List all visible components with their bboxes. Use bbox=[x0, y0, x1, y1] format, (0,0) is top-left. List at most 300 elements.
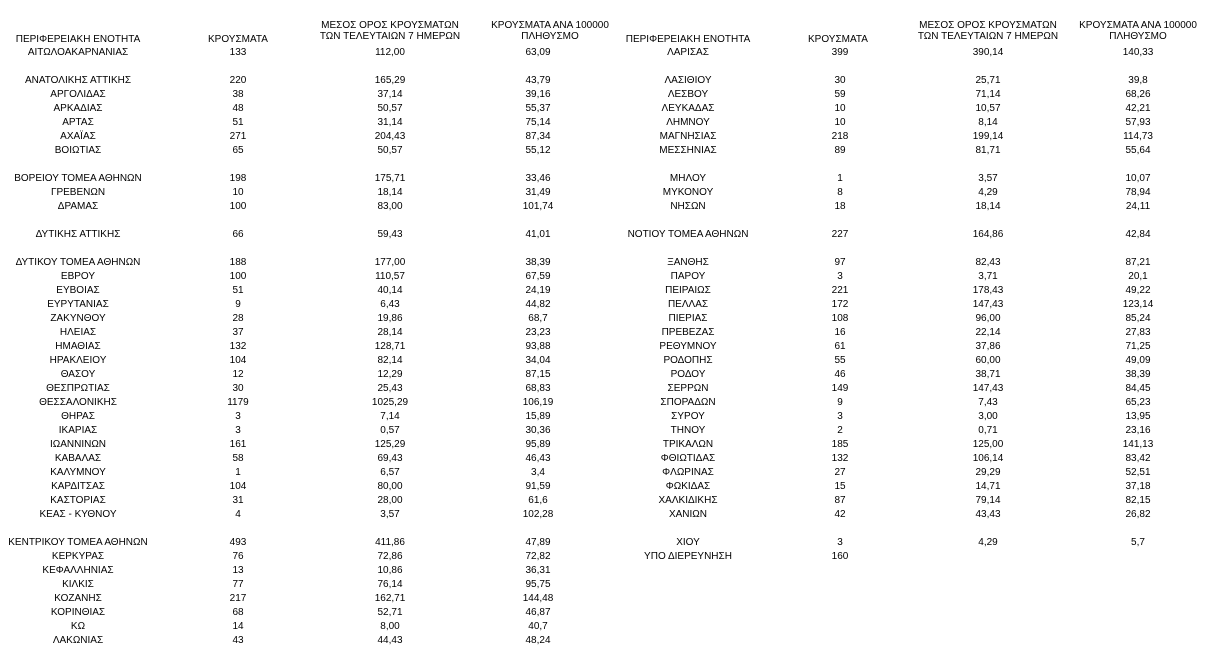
avg7-cell: 82,14 bbox=[377, 355, 403, 366]
region-cell: ΤΡΙΚΑΛΩΝ bbox=[662, 439, 714, 450]
region-cell: ΔΥΤΙΚΟΥ ΤΟΜΕΑ ΑΘΗΝΩΝ bbox=[15, 257, 141, 268]
table-row bbox=[0, 88, 1210, 102]
per100k-cell: 68,83 bbox=[525, 383, 551, 394]
table-row bbox=[0, 396, 1210, 410]
region-cell: ΠΑΡΟΥ bbox=[670, 271, 706, 282]
region-cell: ΙΩΑΝΝΙΝΩΝ bbox=[49, 439, 107, 450]
avg7-cell: 204,43 bbox=[374, 131, 406, 142]
cases-cell: 198 bbox=[229, 173, 247, 184]
avg7-cell: 18,14 bbox=[975, 201, 1001, 212]
region-cell: ΑΡΤΑΣ bbox=[62, 117, 94, 128]
avg7-cell: 175,71 bbox=[374, 173, 406, 184]
region-cell: ΑΡΚΑΔΙΑΣ bbox=[53, 103, 103, 114]
avg7-cell: 110,57 bbox=[375, 271, 405, 282]
region-cell: ΛΕΥΚΑΔΑΣ bbox=[661, 103, 715, 114]
table-row bbox=[0, 578, 1210, 592]
per100k-cell: 63,09 bbox=[525, 47, 551, 58]
cases-cell: 149 bbox=[831, 383, 849, 394]
table-row bbox=[0, 438, 1210, 452]
region-cell: ΚΑΒΑΛΑΣ bbox=[54, 453, 102, 464]
avg7-cell: 106,14 bbox=[972, 453, 1004, 464]
cases-cell: 3 bbox=[837, 271, 843, 282]
table-row bbox=[0, 480, 1210, 494]
avg7-cell: 7,14 bbox=[380, 411, 400, 422]
avg7-cell: 3,71 bbox=[978, 271, 998, 282]
avg7-cell: 82,43 bbox=[975, 257, 1001, 268]
avg7-cell: 81,71 bbox=[975, 145, 1001, 156]
cases-cell: 399 bbox=[831, 47, 849, 58]
region-cell: ΝΟΤΙΟΥ ΤΟΜΕΑ ΑΘΗΝΩΝ bbox=[627, 229, 749, 240]
avg7-cell: 164,86 bbox=[972, 229, 1004, 240]
per100k-cell: 101,74 bbox=[522, 201, 554, 212]
avg7-cell: 10,86 bbox=[377, 565, 403, 576]
avg7-cell: 8,00 bbox=[380, 621, 400, 632]
per100k-cell: 37,18 bbox=[1125, 481, 1151, 492]
cases-cell: 10 bbox=[834, 117, 846, 128]
per100k-cell: 3,4 bbox=[531, 467, 545, 478]
per100k-cell: 38,39 bbox=[525, 257, 551, 268]
region-cell: ΡΟΔΟΥ bbox=[670, 369, 706, 380]
avg7-cell: 10,57 bbox=[975, 103, 1001, 114]
cases-cell: 188 bbox=[229, 257, 247, 268]
avg7-cell: 390,14 bbox=[972, 47, 1004, 58]
header-region-right: ΠΕΡΙΦΕΡΕΙΑΚΗ ΕΝΟΤΗΤΑ bbox=[625, 34, 751, 45]
per100k-cell: 61,6 bbox=[528, 495, 548, 506]
table-row bbox=[0, 606, 1210, 620]
table-row bbox=[0, 116, 1210, 130]
per100k-cell: 5,7 bbox=[1131, 537, 1145, 548]
avg7-cell: 25,71 bbox=[975, 75, 1001, 86]
per100k-cell: 57,93 bbox=[1125, 117, 1151, 128]
region-cell: ΚΕΝΤΡΙΚΟΥ ΤΟΜΕΑ ΑΘΗΝΩΝ bbox=[8, 537, 148, 548]
cases-cell: 68 bbox=[232, 607, 244, 618]
cases-cell: 55 bbox=[834, 355, 846, 366]
per100k-cell: 84,45 bbox=[1125, 383, 1151, 394]
cases-cell: 217 bbox=[229, 593, 247, 604]
table-row bbox=[0, 228, 1210, 242]
cases-cell: 15 bbox=[834, 481, 846, 492]
per100k-cell: 123,14 bbox=[1122, 299, 1154, 310]
region-cell: ΚΑΡΔΙΤΣΑΣ bbox=[51, 481, 105, 492]
cases-cell: 493 bbox=[229, 537, 247, 548]
table-row bbox=[0, 424, 1210, 438]
cases-cell: 30 bbox=[834, 75, 846, 86]
per100k-cell: 31,49 bbox=[525, 187, 551, 198]
avg7-cell: 112,00 bbox=[375, 47, 405, 58]
per100k-cell: 42,21 bbox=[1125, 103, 1151, 114]
region-cell: ΧΑΛΚΙΔΙΚΗΣ bbox=[658, 495, 718, 506]
per100k-cell: 20,1 bbox=[1128, 271, 1148, 282]
table-row bbox=[0, 634, 1210, 648]
region-cell: ΚΑΛΥΜΝΟΥ bbox=[50, 467, 106, 478]
cases-cell: 65 bbox=[232, 145, 244, 156]
per100k-cell: 106,19 bbox=[522, 397, 554, 408]
table-row bbox=[0, 270, 1210, 284]
region-cell: ΛΑΣΙΘΙΟΥ bbox=[664, 75, 712, 86]
per100k-cell: 36,31 bbox=[525, 565, 551, 576]
avg7-cell: 43,43 bbox=[975, 509, 1001, 520]
table-row bbox=[0, 452, 1210, 466]
region-cell: ΚΑΣΤΟΡΙΑΣ bbox=[50, 495, 106, 506]
cases-cell: 37 bbox=[232, 327, 244, 338]
cases-cell: 46 bbox=[834, 369, 846, 380]
cases-cell: 9 bbox=[235, 299, 241, 310]
cases-cell: 227 bbox=[831, 229, 849, 240]
per100k-cell: 23,16 bbox=[1125, 425, 1151, 436]
cases-cell: 108 bbox=[831, 313, 849, 324]
region-cell: ΘΕΣΠΡΩΤΙΑΣ bbox=[46, 383, 110, 394]
avg7-cell: 37,14 bbox=[377, 89, 403, 100]
cases-cell: 38 bbox=[232, 89, 244, 100]
per100k-cell: 87,21 bbox=[1125, 257, 1151, 268]
cases-cell: 13 bbox=[232, 565, 244, 576]
per100k-cell: 46,87 bbox=[525, 607, 551, 618]
header-avg7-right-line1: ΜΕΣΟΣ ΟΡΟΣ ΚΡΟΥΣΜΑΤΩΝ bbox=[919, 20, 1057, 31]
region-cell: ΜΗΛΟΥ bbox=[669, 173, 707, 184]
region-cell: ΚΟΡΙΝΘΙΑΣ bbox=[50, 607, 106, 618]
per100k-cell: 52,51 bbox=[1125, 467, 1151, 478]
region-cell: ΡΟΔΟΠΗΣ bbox=[663, 355, 713, 366]
avg7-cell: 147,43 bbox=[972, 299, 1004, 310]
region-cell: ΝΗΣΩΝ bbox=[670, 201, 706, 212]
avg7-cell: 50,57 bbox=[377, 103, 403, 114]
avg7-cell: 1025,29 bbox=[371, 397, 409, 408]
avg7-cell: 25,43 bbox=[377, 383, 403, 394]
per100k-cell: 41,01 bbox=[525, 229, 551, 240]
avg7-cell: 7,43 bbox=[978, 397, 998, 408]
region-cell: ΒΟΡΕΙΟΥ ΤΟΜΕΑ ΑΘΗΝΩΝ bbox=[14, 173, 142, 184]
region-cell: ΠΡΕΒΕΖΑΣ bbox=[661, 327, 715, 338]
region-cell: ΣΥΡΟΥ bbox=[671, 411, 705, 422]
table-row bbox=[0, 550, 1210, 564]
cases-cell: 3 bbox=[837, 537, 843, 548]
cases-cell: 218 bbox=[831, 131, 849, 142]
per100k-cell: 87,15 bbox=[525, 369, 551, 380]
region-cell: ΛΗΜΝΟΥ bbox=[666, 117, 710, 128]
cases-cell: 48 bbox=[232, 103, 244, 114]
cases-cell: 97 bbox=[834, 257, 846, 268]
per100k-cell: 46,43 bbox=[525, 453, 551, 464]
table-row bbox=[0, 172, 1210, 186]
per100k-cell: 27,83 bbox=[1125, 327, 1151, 338]
avg7-cell: 37,86 bbox=[975, 341, 1001, 352]
region-cell: ΗΜΑΘΙΑΣ bbox=[55, 341, 101, 352]
per100k-cell: 10,07 bbox=[1125, 173, 1151, 184]
avg7-cell: 18,14 bbox=[377, 187, 403, 198]
avg7-cell: 3,00 bbox=[978, 411, 998, 422]
region-cell: ΤΗΝΟΥ bbox=[670, 425, 706, 436]
region-cell: ΒΟΙΩΤΙΑΣ bbox=[54, 145, 102, 156]
cases-cell: 3 bbox=[235, 411, 241, 422]
per100k-cell: 140,33 bbox=[1122, 47, 1154, 58]
per100k-cell: 24,19 bbox=[525, 285, 551, 296]
cases-cell: 161 bbox=[229, 439, 247, 450]
cases-cell: 12 bbox=[232, 369, 244, 380]
cases-cell: 1179 bbox=[227, 397, 249, 408]
table-row bbox=[0, 536, 1210, 550]
cases-cell: 51 bbox=[232, 117, 244, 128]
cases-cell: 66 bbox=[232, 229, 244, 240]
per100k-cell: 30,36 bbox=[525, 425, 551, 436]
region-cell: ΦΘΙΩΤΙΔΑΣ bbox=[660, 453, 716, 464]
avg7-cell: 3,57 bbox=[380, 509, 400, 520]
cases-cell: 31 bbox=[232, 495, 244, 506]
region-cell: ΘΑΣΟΥ bbox=[60, 369, 96, 380]
header-cases-left: ΚΡΟΥΣΜΑΤΑ bbox=[208, 34, 268, 45]
avg7-cell: 411,86 bbox=[375, 537, 405, 548]
cases-cell: 100 bbox=[229, 201, 247, 212]
avg7-cell: 72,86 bbox=[377, 551, 403, 562]
region-cell: ΧΙΟΥ bbox=[676, 537, 700, 548]
table-row bbox=[0, 354, 1210, 368]
table-row bbox=[0, 466, 1210, 480]
region-cell: ΖΑΚΥΝΘΟΥ bbox=[50, 313, 106, 324]
per100k-cell: 47,89 bbox=[525, 537, 551, 548]
cases-cell: 18 bbox=[834, 201, 846, 212]
table-row bbox=[0, 200, 1210, 214]
per100k-cell: 83,42 bbox=[1125, 453, 1151, 464]
per100k-cell: 141,13 bbox=[1122, 439, 1154, 450]
avg7-cell: 4,29 bbox=[978, 187, 998, 198]
per100k-cell: 95,89 bbox=[525, 439, 551, 450]
header-per100k-left-line2: ΠΛΗΘΥΣΜΟ bbox=[521, 31, 579, 42]
avg7-cell: 14,71 bbox=[975, 481, 1001, 492]
avg7-cell: 31,14 bbox=[377, 117, 403, 128]
avg7-cell: 165,29 bbox=[374, 75, 406, 86]
per100k-cell: 114,73 bbox=[1123, 131, 1153, 142]
per100k-cell: 33,46 bbox=[525, 173, 551, 184]
per100k-cell: 71,25 bbox=[1125, 341, 1151, 352]
per100k-cell: 49,09 bbox=[1125, 355, 1151, 366]
avg7-cell: 12,29 bbox=[377, 369, 403, 380]
table-row bbox=[0, 186, 1210, 200]
region-cell: ΜΑΓΝΗΣΙΑΣ bbox=[659, 131, 717, 142]
table-row bbox=[0, 298, 1210, 312]
cases-cell: 185 bbox=[831, 439, 849, 450]
per100k-cell: 91,59 bbox=[525, 481, 551, 492]
region-cell: ΘΗΡΑΣ bbox=[61, 411, 95, 422]
cases-cell: 9 bbox=[837, 397, 843, 408]
cases-cell: 104 bbox=[229, 355, 247, 366]
per100k-cell: 72,82 bbox=[525, 551, 551, 562]
per100k-cell: 68,26 bbox=[1125, 89, 1151, 100]
cases-cell: 43 bbox=[232, 635, 244, 646]
table-row bbox=[0, 130, 1210, 144]
table-row bbox=[0, 46, 1210, 60]
region-cell: ΚΕΑΣ - ΚΥΘΝΟΥ bbox=[39, 509, 117, 520]
region-cell: ΣΠΟΡΑΔΩΝ bbox=[660, 397, 716, 408]
avg7-cell: 79,14 bbox=[975, 495, 1001, 506]
table-row bbox=[0, 368, 1210, 382]
per100k-cell: 24,11 bbox=[1125, 201, 1151, 212]
region-cell: ΚΕΦΑΛΛΗΝΙΑΣ bbox=[42, 565, 114, 576]
table-row bbox=[0, 592, 1210, 606]
avg7-cell: 19,86 bbox=[377, 313, 403, 324]
per100k-cell: 93,88 bbox=[525, 341, 551, 352]
avg7-cell: 44,43 bbox=[377, 635, 403, 646]
cases-cell: 51 bbox=[232, 285, 244, 296]
cases-cell: 10 bbox=[834, 103, 846, 114]
per100k-cell: 87,34 bbox=[525, 131, 551, 142]
per100k-cell: 67,59 bbox=[525, 271, 551, 282]
cases-cell: 10 bbox=[232, 187, 244, 198]
avg7-cell: 147,43 bbox=[972, 383, 1004, 394]
region-cell: ΚΕΡΚΥΡΑΣ bbox=[51, 551, 105, 562]
per100k-cell: 55,64 bbox=[1125, 145, 1151, 156]
cases-cell: 3 bbox=[837, 411, 843, 422]
region-cell: ΔΡΑΜΑΣ bbox=[57, 201, 99, 212]
avg7-cell: 0,57 bbox=[380, 425, 400, 436]
table-row bbox=[0, 564, 1210, 578]
per100k-cell: 95,75 bbox=[525, 579, 551, 590]
header-region-left: ΠΕΡΙΦΕΡΕΙΑΚΗ ΕΝΟΤΗΤΑ bbox=[15, 34, 141, 45]
region-cell: ΜΥΚΟΝΟΥ bbox=[662, 187, 714, 198]
region-cell: ΦΩΚΙΔΑΣ bbox=[665, 481, 711, 492]
avg7-cell: 59,43 bbox=[377, 229, 403, 240]
cases-cell: 221 bbox=[831, 285, 849, 296]
per100k-cell: 15,89 bbox=[525, 411, 551, 422]
cases-cell: 28 bbox=[232, 313, 244, 324]
header-avg7-left-line2: ΤΩΝ ΤΕΛΕΥΤΑΙΩΝ 7 ΗΜΕΡΩΝ bbox=[319, 31, 461, 42]
cases-cell: 58 bbox=[232, 453, 244, 464]
region-cell: ΛΑΡΙΣΑΣ bbox=[667, 47, 709, 58]
cases-cell: 27 bbox=[834, 467, 846, 478]
cases-cell: 2 bbox=[837, 425, 843, 436]
cases-cell: 4 bbox=[235, 509, 241, 520]
region-cell: ΑΧΑΪΑΣ bbox=[60, 131, 96, 142]
per100k-cell: 42,84 bbox=[1125, 229, 1151, 240]
avg7-cell: 125,00 bbox=[972, 439, 1004, 450]
table-row bbox=[0, 410, 1210, 424]
cases-cell: 87 bbox=[834, 495, 846, 506]
per100k-cell: 13,95 bbox=[1125, 411, 1151, 422]
per100k-cell: 34,04 bbox=[525, 355, 551, 366]
table-row bbox=[0, 102, 1210, 116]
per100k-cell: 68,7 bbox=[528, 313, 548, 324]
cases-cell: 172 bbox=[831, 299, 849, 310]
table-row bbox=[0, 620, 1210, 634]
region-cell: ΠΙΕΡΙΑΣ bbox=[668, 313, 708, 324]
per100k-cell: 75,14 bbox=[525, 117, 551, 128]
region-cell: ΙΚΑΡΙΑΣ bbox=[58, 425, 98, 436]
cases-cell: 132 bbox=[229, 341, 247, 352]
cases-cell: 160 bbox=[831, 551, 849, 562]
cases-cell: 1 bbox=[235, 467, 241, 478]
avg7-cell: 6,43 bbox=[380, 299, 400, 310]
per100k-cell: 39,16 bbox=[525, 89, 551, 100]
cases-cell: 59 bbox=[834, 89, 846, 100]
table-row bbox=[0, 74, 1210, 88]
avg7-cell: 125,29 bbox=[374, 439, 406, 450]
cases-cell: 104 bbox=[229, 481, 247, 492]
cases-cell: 42 bbox=[834, 509, 846, 520]
table-row bbox=[0, 256, 1210, 270]
header-per100k-right-line1: ΚΡΟΥΣΜΑΤΑ ΑΝΑ 100000 bbox=[1079, 20, 1197, 31]
per100k-cell: 65,23 bbox=[1125, 397, 1151, 408]
region-cell: ΛΕΣΒΟΥ bbox=[667, 89, 709, 100]
table-row bbox=[0, 382, 1210, 396]
avg7-cell: 128,71 bbox=[374, 341, 406, 352]
per100k-cell: 40,7 bbox=[528, 621, 548, 632]
region-cell: ΜΕΣΣΗΝΙΑΣ bbox=[659, 145, 717, 156]
region-cell: ΡΕΘΥΜΝΟΥ bbox=[659, 341, 717, 352]
header-avg7-left-line1: ΜΕΣΟΣ ΟΡΟΣ ΚΡΟΥΣΜΑΤΩΝ bbox=[321, 20, 459, 31]
region-cell: ΘΕΣΣΑΛΟΝΙΚΗΣ bbox=[39, 397, 117, 408]
avg7-cell: 60,00 bbox=[975, 355, 1001, 366]
region-cell: ΚΟΖΑΝΗΣ bbox=[54, 593, 102, 604]
per100k-cell: 39,8 bbox=[1128, 75, 1148, 86]
region-cell: ΓΡΕΒΕΝΩΝ bbox=[50, 187, 106, 198]
cases-cell: 133 bbox=[229, 47, 247, 58]
per100k-cell: 102,28 bbox=[522, 509, 554, 520]
avg7-cell: 69,43 bbox=[377, 453, 403, 464]
per100k-cell: 55,12 bbox=[525, 145, 551, 156]
table-row bbox=[0, 326, 1210, 340]
avg7-cell: 6,57 bbox=[380, 467, 400, 478]
cases-cell: 16 bbox=[834, 327, 846, 338]
cases-cell: 1 bbox=[837, 173, 843, 184]
region-cell: ΕΥΒΟΙΑΣ bbox=[56, 285, 100, 296]
region-cell: ΕΒΡΟΥ bbox=[60, 271, 96, 282]
cases-cell: 100 bbox=[229, 271, 247, 282]
avg7-cell: 199,14 bbox=[972, 131, 1004, 142]
region-cell: ΥΠΟ ΔΙΕΡΕΥΝΗΣΗ bbox=[644, 551, 732, 562]
avg7-cell: 28,00 bbox=[377, 495, 403, 506]
table-row bbox=[0, 508, 1210, 522]
per100k-cell: 144,48 bbox=[522, 593, 554, 604]
region-cell: ΗΡΑΚΛΕΙΟΥ bbox=[49, 355, 107, 366]
cases-cell: 89 bbox=[834, 145, 846, 156]
region-cell: ΦΛΩΡΙΝΑΣ bbox=[662, 467, 714, 478]
per100k-cell: 55,37 bbox=[525, 103, 551, 114]
avg7-cell: 29,29 bbox=[975, 467, 1001, 478]
avg7-cell: 4,29 bbox=[978, 537, 998, 548]
table-row bbox=[0, 312, 1210, 326]
region-cell: ΧΑΝΙΩΝ bbox=[668, 509, 708, 520]
region-cell: ΚΙΛΚΙΣ bbox=[62, 579, 94, 590]
per100k-cell: 43,79 bbox=[525, 75, 551, 86]
per100k-cell: 85,24 bbox=[1125, 313, 1151, 324]
per100k-cell: 26,82 bbox=[1125, 509, 1151, 520]
avg7-cell: 22,14 bbox=[975, 327, 1001, 338]
header-cases-right: ΚΡΟΥΣΜΑΤΑ bbox=[808, 34, 868, 45]
region-cell: ΠΕΛΛΑΣ bbox=[667, 299, 709, 310]
table-row bbox=[0, 340, 1210, 354]
cases-cell: 220 bbox=[229, 75, 247, 86]
table-row bbox=[0, 494, 1210, 508]
region-cell: ΣΕΡΡΩΝ bbox=[667, 383, 709, 394]
cases-cell: 132 bbox=[831, 453, 849, 464]
per100k-cell: 82,15 bbox=[1125, 495, 1151, 506]
cases-cell: 30 bbox=[232, 383, 244, 394]
region-cell: ΗΛΕΙΑΣ bbox=[59, 327, 97, 338]
cases-cell: 3 bbox=[235, 425, 241, 436]
header-per100k-left-line1: ΚΡΟΥΣΜΑΤΑ ΑΝΑ 100000 bbox=[491, 20, 609, 31]
region-cell: ΑΝΑΤΟΛΙΚΗΣ ΑΤΤΙΚΗΣ bbox=[24, 75, 132, 86]
cases-cell: 14 bbox=[232, 621, 244, 632]
region-cell: ΔΥΤΙΚΗΣ ΑΤΤΙΚΗΣ bbox=[35, 229, 121, 240]
cases-cell: 77 bbox=[232, 579, 244, 590]
per100k-cell: 48,24 bbox=[525, 635, 551, 646]
cases-cell: 76 bbox=[232, 551, 244, 562]
table-row bbox=[0, 284, 1210, 298]
header-per100k-right-line2: ΠΛΗΘΥΣΜΟ bbox=[1109, 31, 1167, 42]
avg7-cell: 8,14 bbox=[978, 117, 998, 128]
region-cell: ΑΙΤΩΛΟΑΚΑΡΝΑΝΙΑΣ bbox=[27, 47, 129, 58]
cases-cell: 61 bbox=[834, 341, 846, 352]
avg7-cell: 0,71 bbox=[978, 425, 998, 436]
avg7-cell: 162,71 bbox=[374, 593, 406, 604]
